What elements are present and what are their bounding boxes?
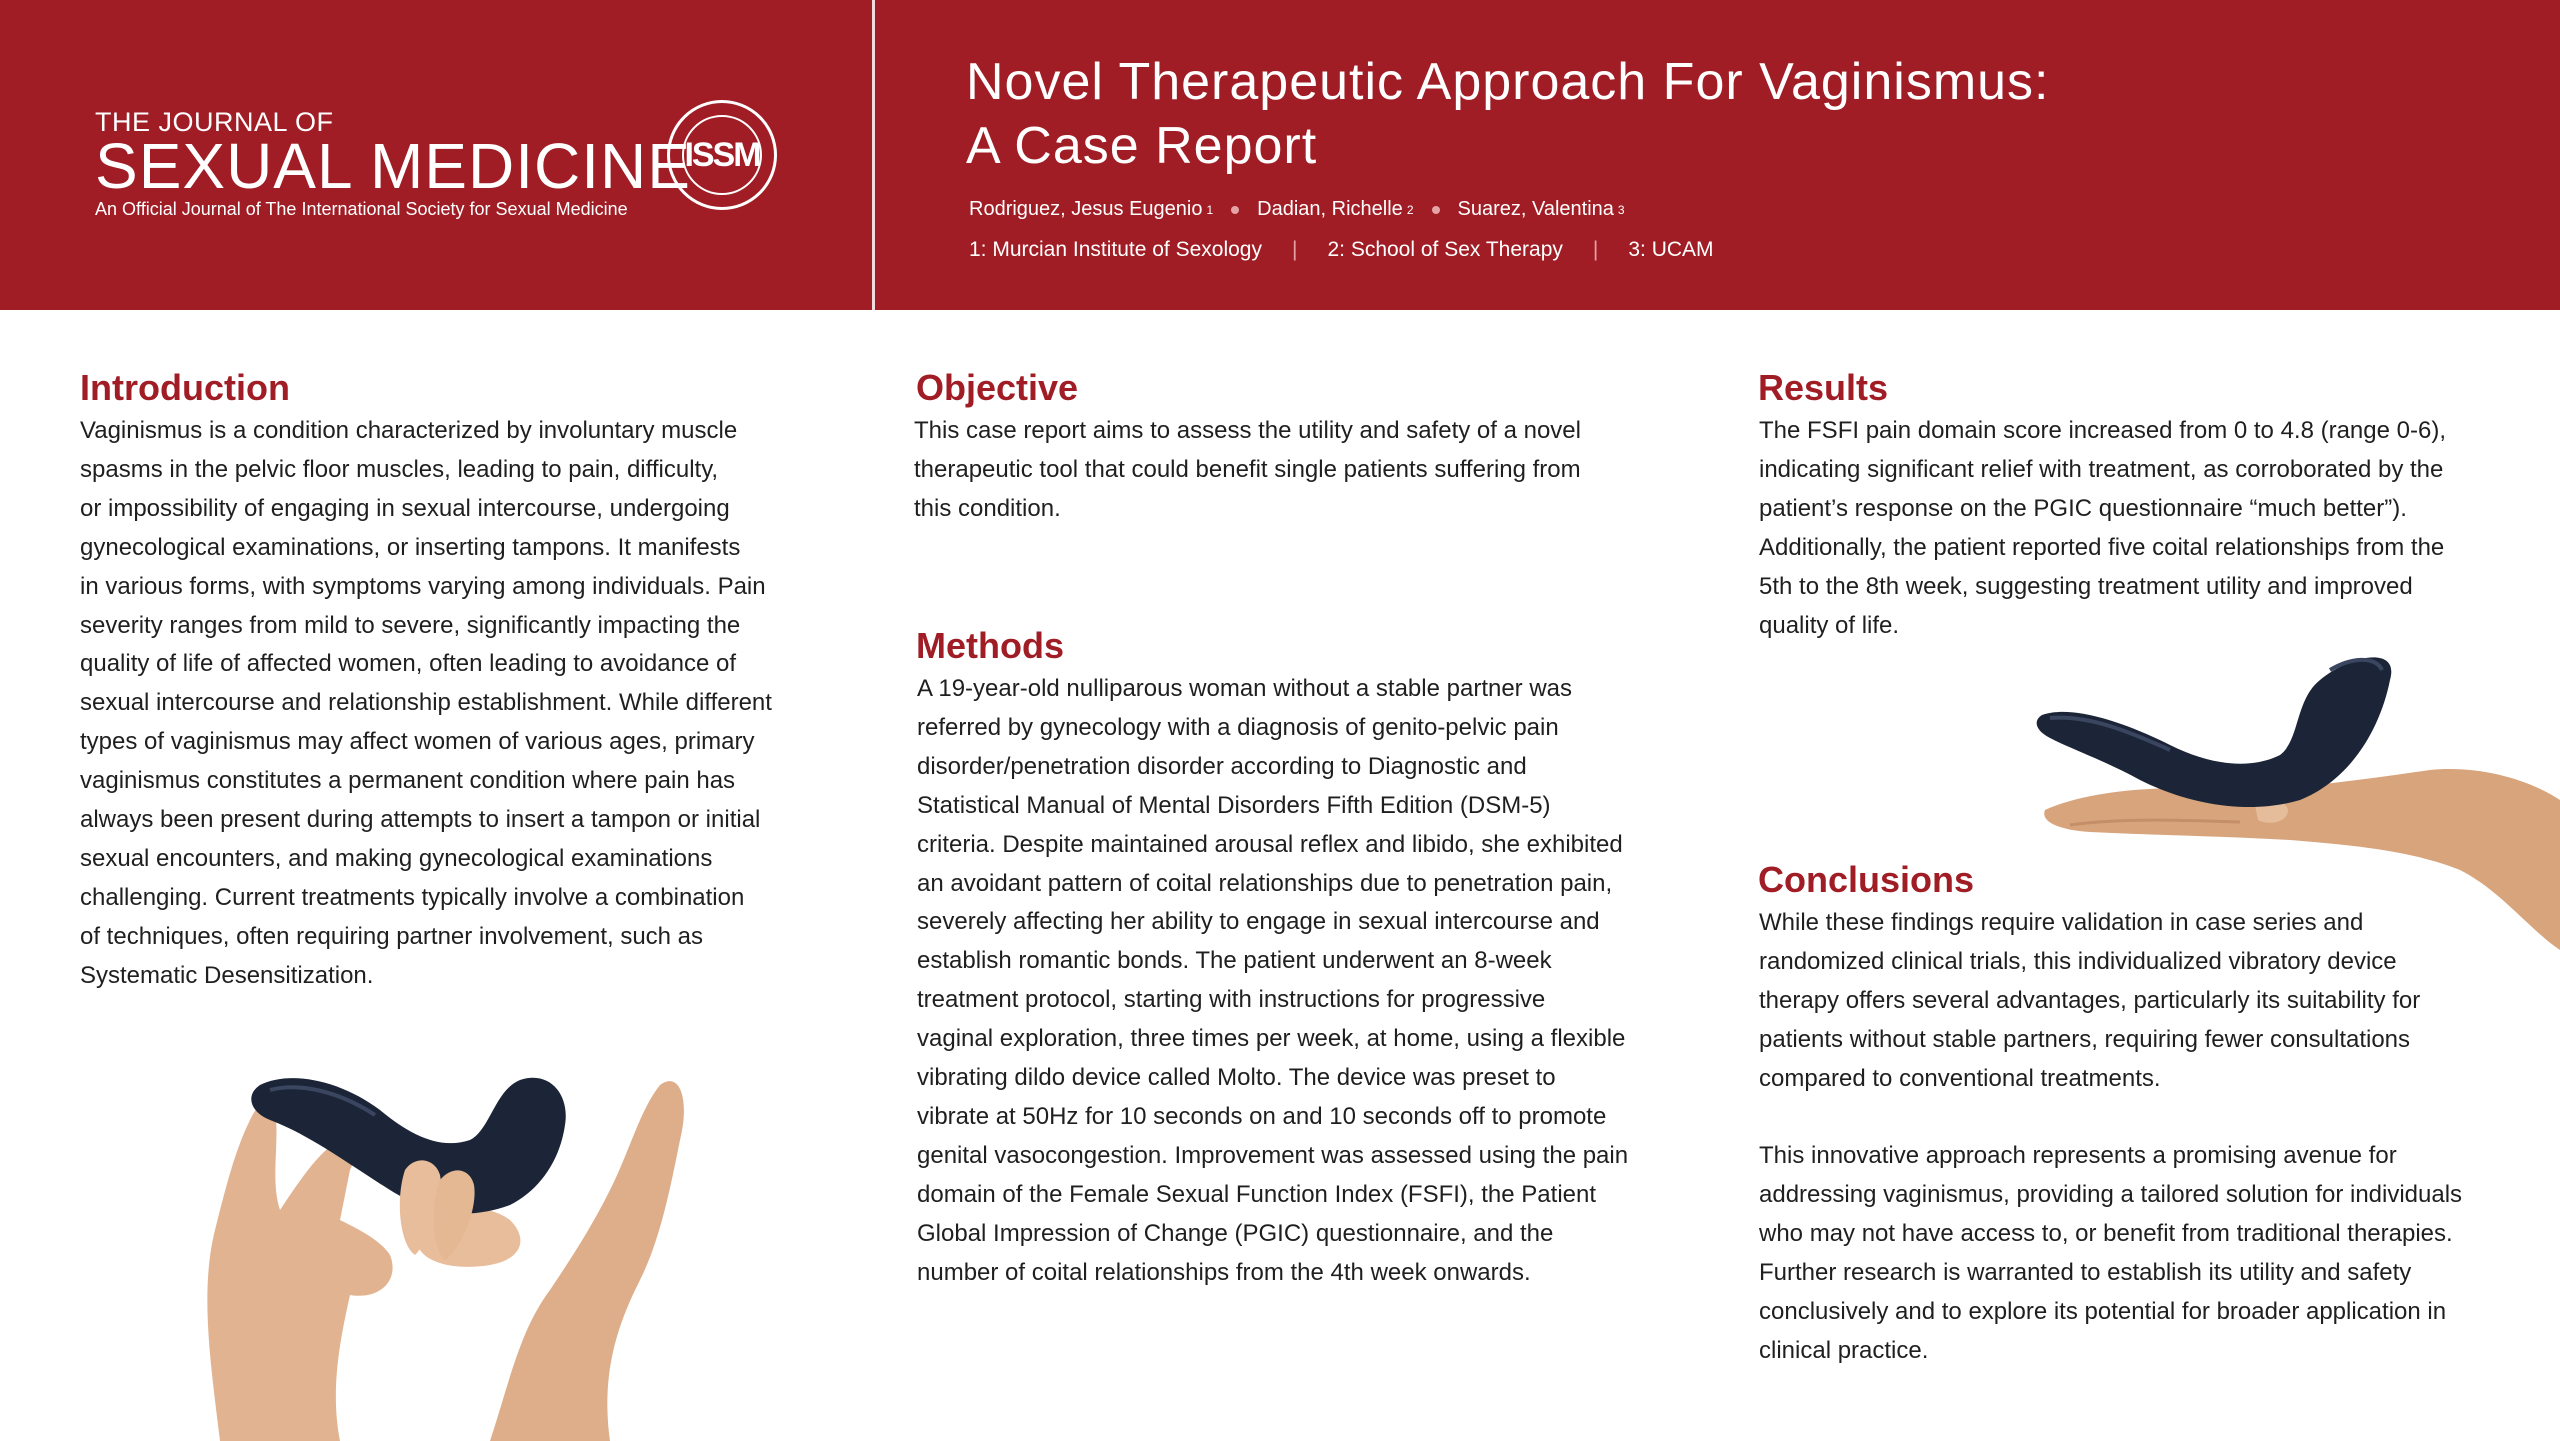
text-line: types of vaginismus may affect women of various ages, primary — [80, 728, 755, 756]
text-line: disorder/penetration disorder according to Diagnostic and — [917, 752, 1527, 780]
text-line: patient’s response on the PGIC questionnaire “much better”). — [1759, 494, 2407, 522]
text-line: While these findings require validation in case series and — [1759, 909, 2364, 936]
text-line: addressing vaginismus, providing a tailored solution for individuals — [1759, 1181, 2463, 1209]
conclusions-heading: Conclusions — [1758, 859, 1975, 900]
text-line: vaginismus constitutes a permanent condition where pain has — [80, 767, 736, 795]
author-affiliation-number: 1 — [1206, 202, 1214, 217]
author-name: Rodriguez, Jesus Eugenio — [969, 198, 1203, 220]
text-line: this condition. — [914, 494, 1061, 522]
text-line: domain of the Female Sexual Function Index (FSFI), the Patient — [917, 1180, 1597, 1208]
text-line: Further research is warranted to establish its utility and safety — [1759, 1259, 2412, 1287]
text-line: Systematic Desensitization. — [80, 961, 374, 989]
text-line: criteria. Despite maintained arousal reflex and libido, she exhibited — [917, 830, 1623, 858]
separator-bar: | — [1292, 238, 1298, 261]
text-line: quality of life of affected women, often leading to avoidance of — [80, 650, 736, 678]
text-line: quality of life. — [1759, 611, 1900, 639]
author-name: Dadian, Richelle — [1257, 198, 1403, 220]
text-line: an avoidant pattern of coital relationships due to penetration pain, — [917, 869, 1613, 897]
affiliation: 3: UCAM — [1628, 238, 1714, 261]
text-line: always been present during attempts to insert a tampon or initial — [80, 806, 761, 834]
text-line: vibrating dildo device called Molto. The device was preset to — [917, 1064, 1556, 1092]
text-line: in various forms, with symptoms varying among individuals. Pain — [80, 572, 766, 600]
separator-dot — [1231, 206, 1239, 214]
introduction-body — [80, 412, 800, 996]
text-line: sexual encounters, and making gynecological examinations — [80, 844, 713, 872]
journal-name-main: SEXUAL MEDICINE — [95, 130, 691, 202]
author-name: Suarez, Valentina — [1457, 198, 1614, 220]
text-line: This innovative approach represents a promising avenue for — [1759, 1142, 2397, 1170]
text-line: severely affecting her ability to engage in sexual intercourse and — [917, 908, 1600, 936]
text-line — [1759, 1099, 2519, 1138]
methods-heading: Methods — [916, 625, 1064, 666]
separator-bar: | — [1592, 238, 1599, 261]
text-line: challenging. Current treatments typically involve a combination — [80, 883, 745, 911]
text-line: randomized clinical trials, this individualized vibratory device — [1759, 947, 2397, 975]
title-line-2: A Case Report — [966, 117, 1318, 175]
results-heading: Results — [1758, 367, 1889, 408]
issm-seal-text: ISSM — [682, 115, 762, 195]
text-line: compared to conventional treatments. — [1759, 1064, 2161, 1092]
objective-heading: Objective — [916, 367, 1079, 408]
introduction-heading: Introduction — [80, 367, 290, 408]
issm-seal-icon — [667, 100, 777, 210]
text-line: Vaginismus is a condition characterized by involuntary muscle — [80, 417, 738, 444]
text-line: vibrate at 50Hz for 10 seconds on and 10 seconds off to promote — [917, 1102, 1607, 1130]
text-line: A 19-year-old nulliparous woman without a stable partner was — [917, 675, 1573, 702]
text-line: indicating significant relief with treatment, as corroborated by the — [1759, 455, 2444, 483]
text-line: Statistical Manual of Mental Disorders Fifth Edition (DSM-5) — [917, 791, 1551, 819]
text-line: Additionally, the patient reported five coital relationships from the — [1759, 533, 2445, 561]
text-line: therapy offers several advantages, particularly its suitability for — [1759, 986, 2421, 1014]
affiliation: 1: Murcian Institute of Sexology — [969, 238, 1262, 261]
text-line: genital vasocongestion. Improvement was assessed using the pain — [917, 1141, 1629, 1169]
text-line: or impossibility of engaging in sexual intercourse, undergoing — [80, 494, 730, 522]
text-line: who may not have access to, or benefit from traditional therapies. — [1759, 1220, 2453, 1248]
device-on-palm-image — [2030, 640, 2560, 950]
affiliation: 2: School of Sex Therapy — [1327, 238, 1563, 261]
objective-body — [914, 412, 1644, 529]
text-line: conclusively and to explore its potential for broader application in — [1759, 1298, 2447, 1326]
text-line: referred by gynecology with a diagnosis of genito-pelvic pain — [917, 713, 1559, 741]
methods-body — [917, 670, 1657, 1293]
header-banner — [0, 0, 2560, 310]
author-affiliation-number: 3 — [1617, 202, 1625, 217]
text-line: sexual intercourse and relationship establishment. While different — [80, 689, 772, 717]
journal-tagline: An Official Journal of The International Society for Sexual Medicine — [95, 199, 628, 219]
text-line: severity ranges from mild to severe, significantly impacting the — [80, 611, 741, 639]
text-line: number of coital relationships from the 4th week onwards. — [917, 1258, 1531, 1286]
poster-title — [966, 50, 2466, 178]
separator-dot — [1432, 206, 1440, 214]
header-divider — [872, 0, 875, 310]
text-line: patients without stable partners, requiring fewer consultations — [1759, 1025, 2411, 1053]
text-line: therapeutic tool that could benefit single patients suffering from — [914, 455, 1581, 483]
text-line: clinical practice. — [1759, 1336, 1929, 1364]
results-body — [1759, 412, 2499, 645]
author-list — [969, 198, 1625, 221]
text-line: of techniques, often requiring partner involvement, such as — [80, 922, 704, 950]
hands-holding-device-image — [190, 1040, 710, 1441]
conclusions-body — [1759, 904, 2519, 1371]
text-line: gynecological examinations, or inserting tampons. It manifests — [80, 533, 741, 561]
text-line: treatment protocol, starting with instructions for progressive — [917, 986, 1546, 1014]
title-line-1: Novel Therapeutic Approach For Vaginismus: — [966, 53, 2050, 111]
text-line: The FSFI pain domain score increased from 0 to 4.8 (range 0-6), — [1759, 417, 2446, 444]
text-line: spasms in the pelvic floor muscles, leading to pain, difficulty, — [80, 455, 719, 483]
text-line: vaginal exploration, three times per week, at home, using a flexible — [917, 1025, 1626, 1053]
author-affiliation-number: 2 — [1406, 202, 1414, 217]
journal-name-top: THE JOURNAL OF — [95, 107, 334, 137]
text-line: Global Impression of Change (PGIC) questionnaire, and the — [917, 1219, 1554, 1247]
affiliation-list — [969, 238, 1714, 262]
journal-logo — [95, 108, 691, 220]
text-line: 5th to the 8th week, suggesting treatment utility and improved — [1759, 572, 2413, 600]
text-line: This case report aims to assess the utility and safety of a novel — [914, 417, 1581, 444]
text-line: establish romantic bonds. The patient underwent an 8-week — [917, 947, 1552, 975]
